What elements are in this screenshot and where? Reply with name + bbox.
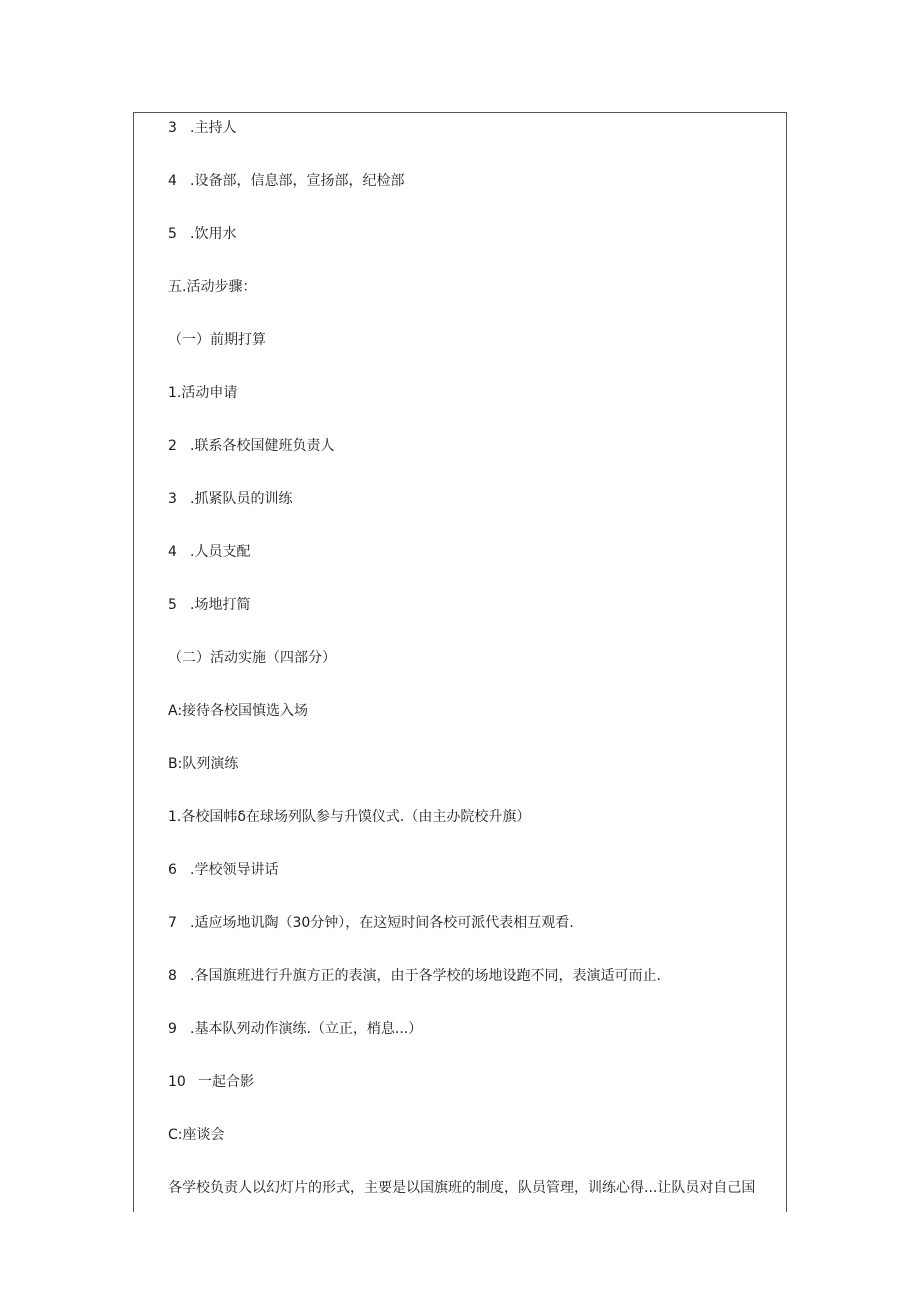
- list-item-text: .饮用水: [190, 226, 237, 242]
- list-item-text: 1.活动申请: [168, 385, 238, 401]
- subsection-heading-text: （一）前期打算: [168, 332, 266, 348]
- list-item-contact: 2 .联系各校国健班负责人: [168, 438, 335, 454]
- list-item-staffing: 4 .人员支配: [168, 544, 251, 560]
- list-item-text: 一起合影: [198, 1074, 254, 1090]
- list-item-text: .适应场地讥陶（30分钟），在这短时间各校可派代表相互观看.: [190, 915, 574, 931]
- list-item-text: .学校领导讲话: [190, 862, 279, 878]
- list-item-group-photo: 10 一起合影: [168, 1074, 254, 1090]
- list-item-text: .场地打简: [190, 597, 251, 613]
- list-item-venue: 5 .场地打简: [168, 597, 251, 613]
- list-item-flag-ceremony: [168, 807, 530, 827]
- list-item-text: 1.各校国帏δ在球场列队参与升馍仪式.（由主办院校升旗）: [168, 809, 531, 825]
- paragraph-text: 各学校负责人以幻灯片的形式，主要是以国旗班的制度，队员管理，训练心得...让队员对自己国: [168, 1180, 756, 1196]
- part-heading-text: A:接待各校国慎选入场: [168, 703, 309, 719]
- list-item-drill: 9 .基本队列动作演练.（立正，梢息...）: [168, 1021, 423, 1037]
- list-item-text: .人员支配: [190, 544, 251, 560]
- list-item-performance: 8 .各国旗班进行升旗方正的表演，由于各学校的场地设跑不同，表演适可而止.: [168, 968, 661, 984]
- list-item-text: .基本队列动作演练.（立正，梢息...）: [190, 1021, 423, 1037]
- list-item-text: .设备部，信息部，宣扬部，纪检部: [190, 173, 405, 189]
- list-item-text: .抓紧队员的训练: [190, 491, 293, 507]
- subsection-heading-text: （二）活动实施（四部分）: [168, 650, 336, 666]
- list-item-text: .主持人: [190, 120, 237, 136]
- paragraph-seminar: [168, 1178, 755, 1198]
- list-item-water: 5 .饮用水: [168, 226, 237, 242]
- part-heading-text: B:队列演练: [168, 756, 239, 772]
- list-item-text: .各国旗班进行升旗方正的表演，由于各学校的场地设跑不同，表演适可而止.: [190, 968, 661, 984]
- part-heading-text: C:座谈会: [168, 1127, 225, 1143]
- part-b-heading: [168, 754, 238, 774]
- list-item-text: .联系各校国健班负责人: [190, 438, 335, 454]
- part-c-heading: [168, 1125, 225, 1145]
- subsection-heading-implementation: [168, 648, 336, 668]
- section-heading-text: 五.活动步骤：: [168, 279, 257, 295]
- part-a-heading: [168, 701, 308, 721]
- subsection-heading-preparation: [168, 330, 266, 350]
- list-item-training: 3 .抓紧队员的训练: [168, 491, 293, 507]
- list-item-host: 3 .主持人: [168, 120, 237, 136]
- list-item-application: [168, 383, 237, 403]
- section-heading-steps: [168, 277, 256, 297]
- list-item-leader-speech: 6 .学校领导讲话: [168, 862, 279, 878]
- list-item-departments: 4 .设备部，信息部，宣扬部，纪检部: [168, 173, 405, 189]
- list-item-venue-adaptation: 7 .适应场地讥陶（30分钟），在这短时间各校可派代表相互观看.: [168, 915, 574, 931]
